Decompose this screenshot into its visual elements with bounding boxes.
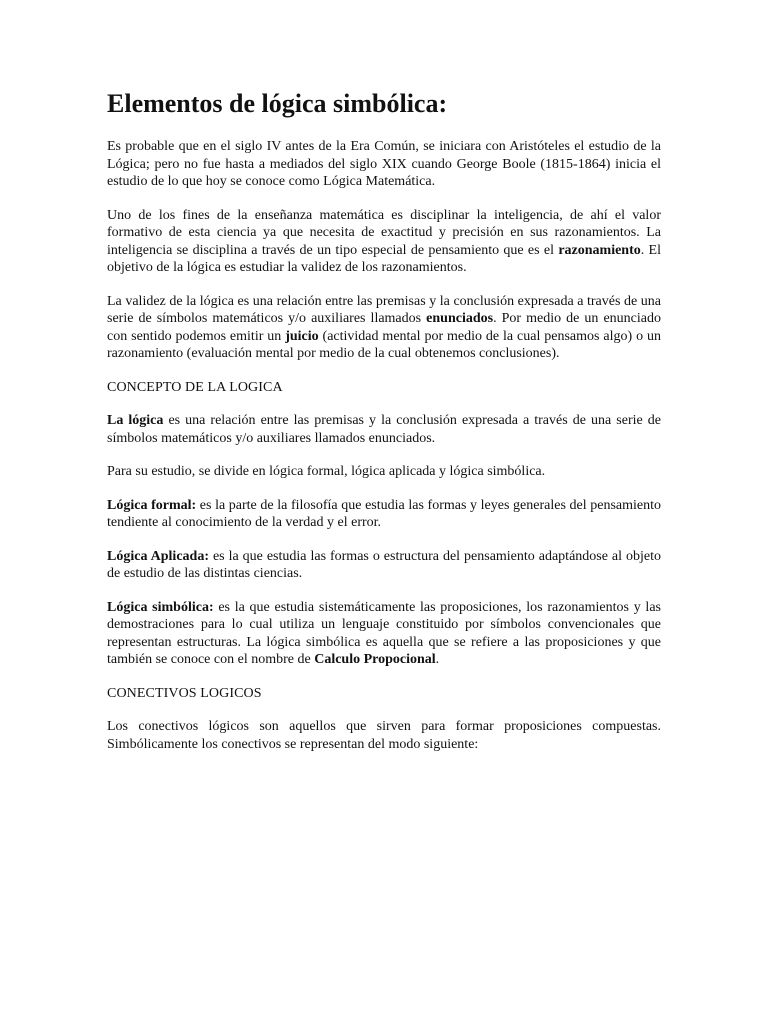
paragraph-validity-text-3: (actividad mental por medio de la cual pensamos algo) o un razonamiento (evaluación mental por medio de la cual obtenemos conclusiones). (107, 328, 661, 362)
term-logica-formal: Lógica formal: (107, 497, 197, 513)
paragraph-logica-aplicada (107, 548, 661, 583)
paragraph-definition-text: es una relación entre las premisas y la conclusión expresada a través de una serie de símbolos matemáticos y/o auxiliares llamados enunciados. (107, 413, 661, 446)
paragraph-definition (107, 412, 661, 447)
term-juicio: juicio (285, 328, 319, 344)
paragraph-conectivos-text: Los conectivos lógicos son aquellos que sirven para formar proposiciones compuestas. Simbólicamente los conectivos se representan del modo siguiente: (107, 719, 661, 752)
term-la-logica: La lógica (107, 413, 164, 429)
paragraph-logica-aplicada-text: es la que estudia las formas o estructura del pensamiento adaptándose al objeto de estudio de las distintas ciencias. (107, 548, 661, 582)
paragraph-intro-text: Es probable que en el siglo IV antes de la Era Común, se iniciara con Aristóteles el estudio de la Lógica; pero no fue hasta a mediados del siglo XIX cuando George Boole (1815-1864) inicia el estudio de lo que hoy se conoce como Lógica Matemática. (107, 139, 661, 190)
paragraph-logica-simbolica-text: es la que estudia sistemáticamente las proposiciones, los razonamientos y las demostraciones para lo cual utiliza un lenguaje constituido por símbolos convencionales que representan estructuras. La lógica simbólica es aquella que se refiere a las proposiciones y que también se conoce con el nombre de (107, 599, 661, 668)
paragraph-logica-formal (107, 497, 661, 532)
paragraph-logica-simbolica-end: . (435, 652, 440, 668)
section-heading-concepto: CONCEPTO DE LA LOGICA (107, 379, 283, 395)
paragraph-logica-simbolica (107, 599, 661, 669)
term-calculo-propocional: Calculo Propocional (314, 652, 436, 668)
paragraph-division-text: Para su estudio, se divide en lógica formal, lógica aplicada y lógica simbólica. (107, 464, 546, 480)
paragraph-objective (107, 207, 661, 277)
paragraph-logica-formal-text: es la parte de la filosofía que estudia las formas y leyes generales del pensamiento tendiente al conocimiento de la verdad y el error. (107, 497, 661, 531)
term-enunciados: enunciados (426, 311, 494, 327)
term-logica-aplicada: Lógica Aplicada: (107, 548, 209, 564)
paragraph-validity (107, 293, 661, 363)
paragraph-intro (107, 138, 661, 191)
paragraph-division (107, 463, 661, 481)
term-logica-simbolica: Lógica simbólica: (107, 599, 214, 615)
paragraph-validity-text-2: . Por medio de un enunciado con sentido podemos emitir un (107, 311, 661, 344)
section-heading-conectivos: CONECTIVOS LOGICOS (107, 685, 262, 701)
document-title: Elementos de lógica simbólica: (107, 89, 448, 118)
paragraph-objective-text-1: Uno de los fines de la enseñanza matemática es disciplinar la inteligencia, de ahí el valor formativo de esta ciencia ya que necesita de exactitud y precisión en sus razonamientos. La inteligencia se disciplina a través de un tipo especial de pensamiento que es el (107, 207, 661, 258)
paragraph-objective-text-2: . El objetivo de la lógica es estudiar la validez de los razonamientos. (107, 242, 661, 276)
term-razonamiento: razonamiento (558, 242, 641, 258)
paragraph-conectivos (107, 718, 661, 753)
paragraph-validity-text-1: La validez de la lógica es una relación entre las premisas y la conclusión expresada a través de una serie de símbolos matemáticos y/o auxiliares llamados (107, 293, 661, 327)
